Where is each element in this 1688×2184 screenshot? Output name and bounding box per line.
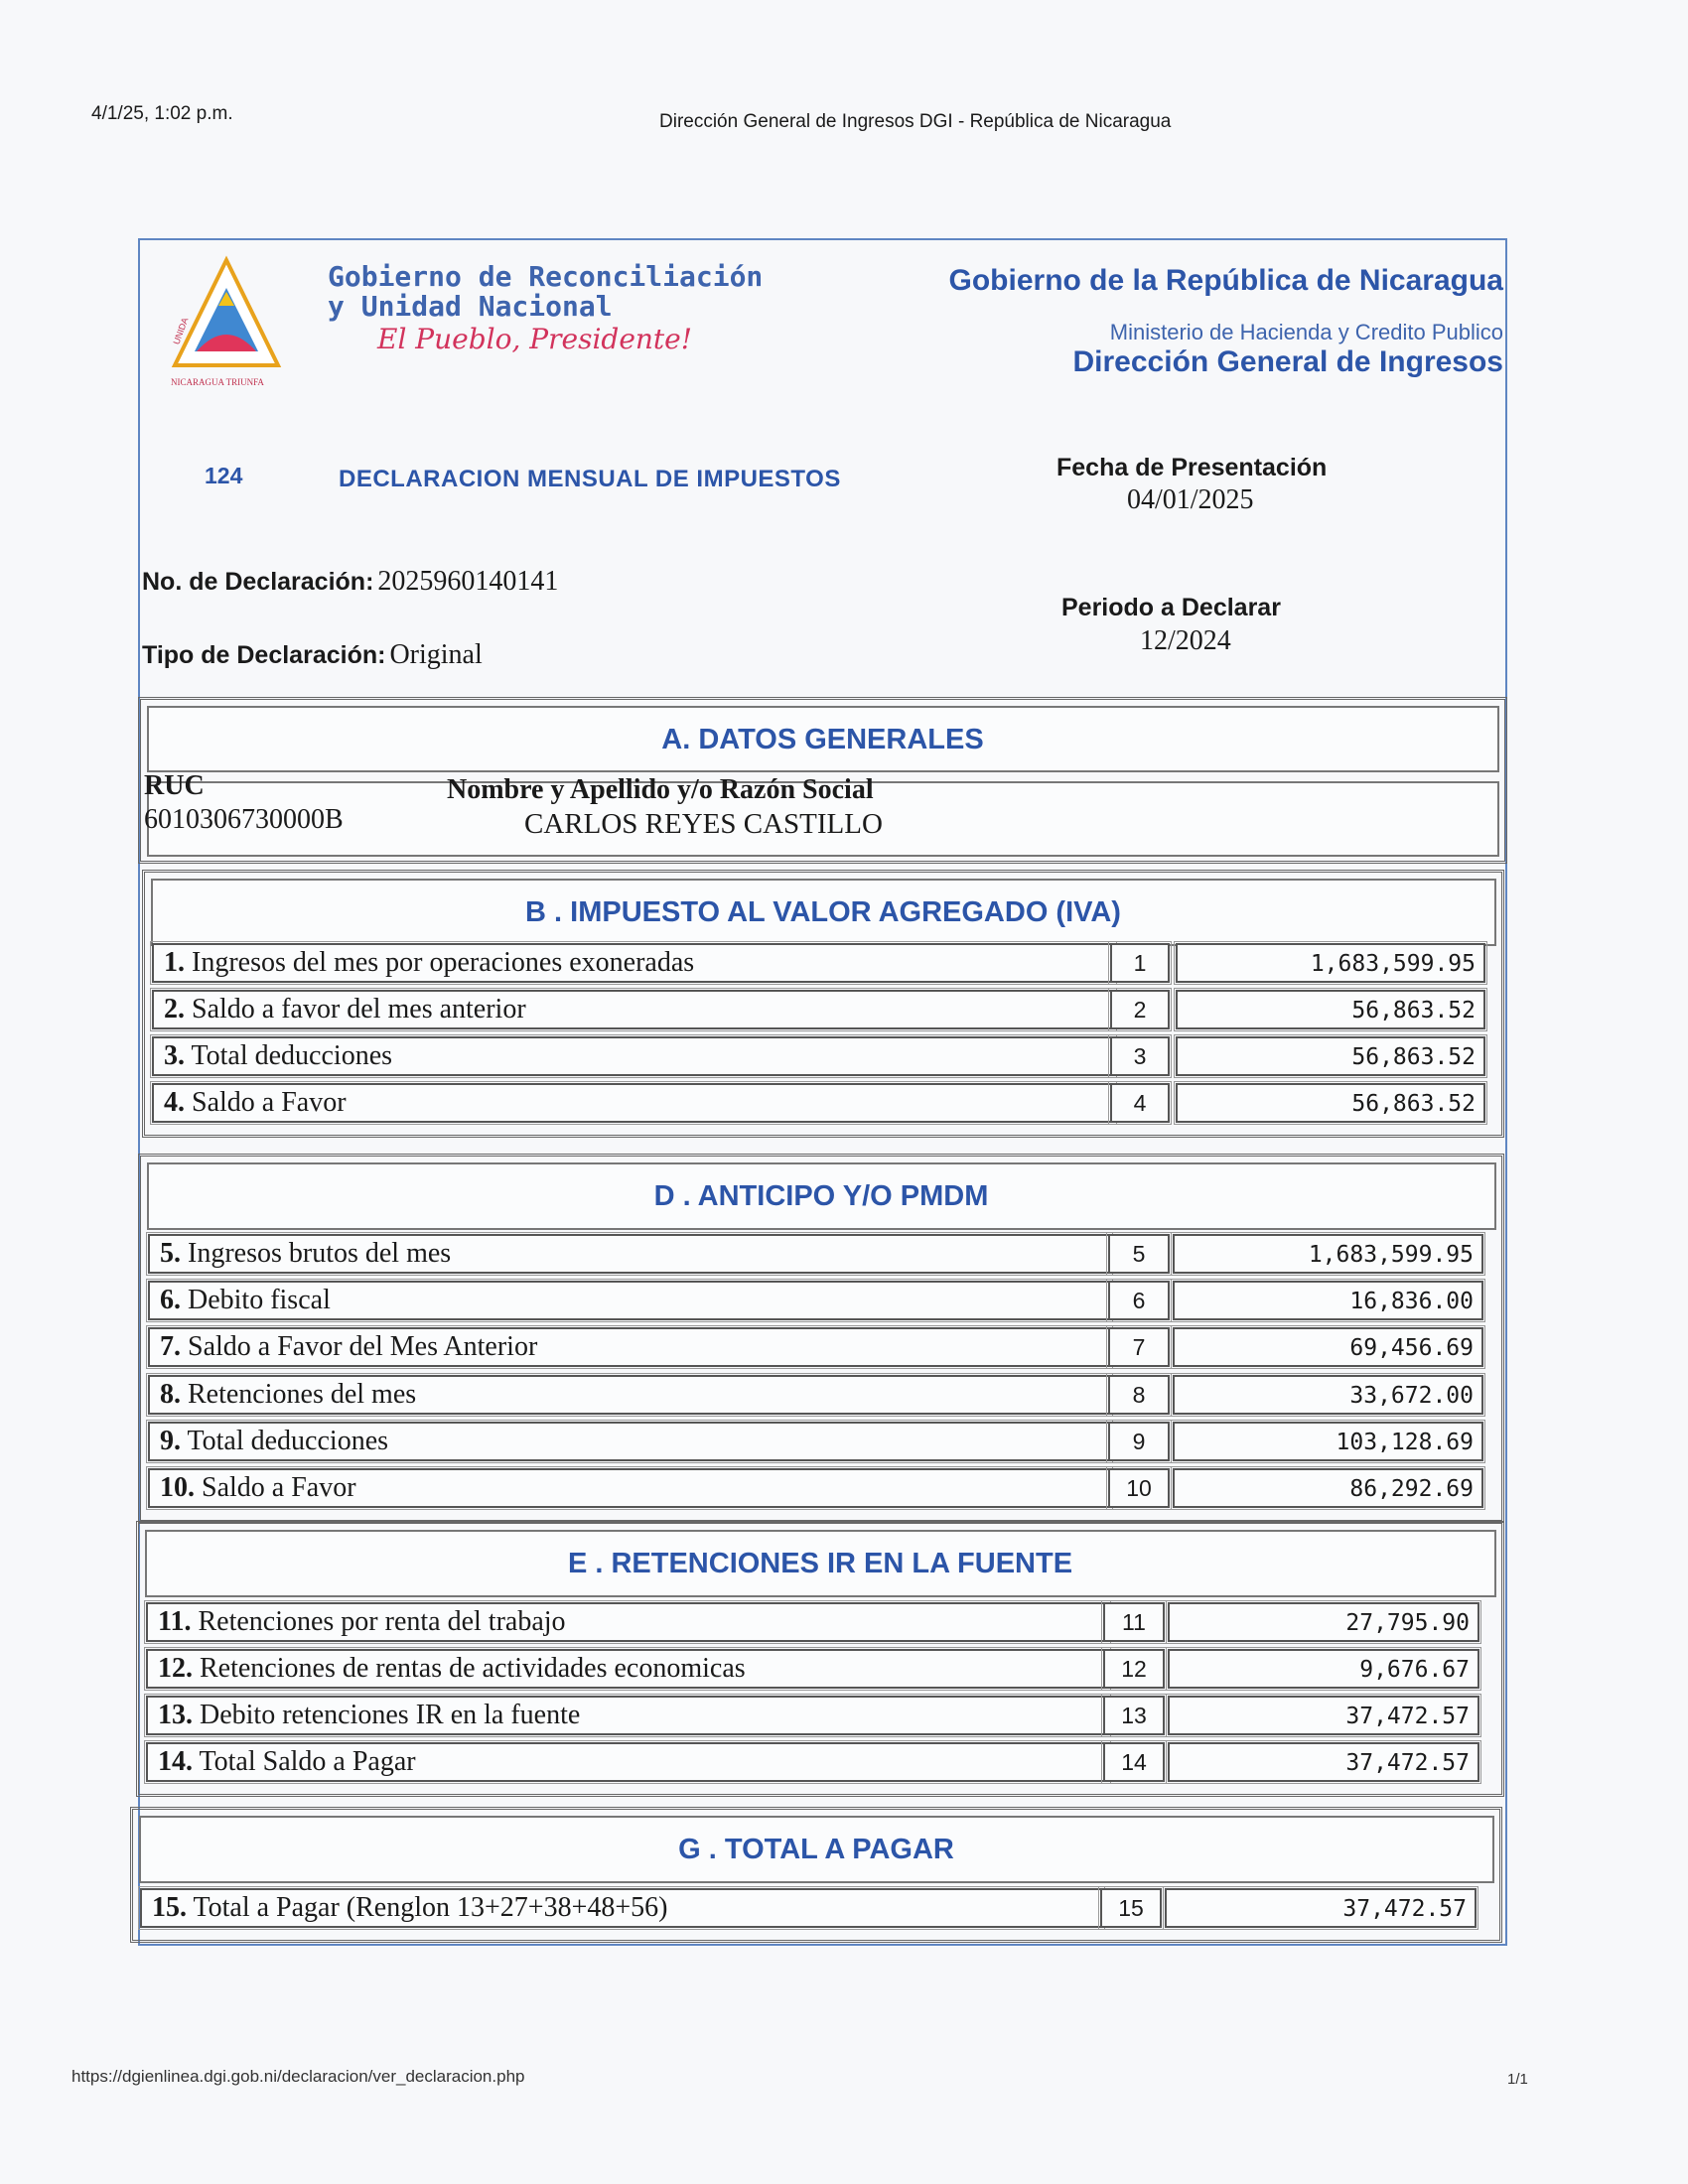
row-value: 37,472.57 (1165, 1888, 1477, 1928)
row-line-number: 13. (158, 1700, 193, 1730)
row-code: 14 (1103, 1742, 1165, 1782)
row-line-number: 5. (160, 1238, 181, 1269)
row-code: 1 (1110, 943, 1170, 983)
row-label-text: Total Saldo a Pagar (193, 1746, 416, 1777)
declaration-type (142, 639, 483, 671)
fecha-label: Fecha de Presentación (1056, 454, 1328, 481)
row-code: 8 (1108, 1375, 1170, 1415)
row-label (148, 1281, 1111, 1320)
row-value: 103,128.69 (1173, 1422, 1483, 1461)
declaration-type-label: Tipo de Declaración: (142, 641, 386, 669)
name-label: Nombre y Apellido y/o Razón Social (447, 774, 874, 805)
section-iva-title: B . IMPUESTO AL VALOR AGREGADO (IVA) (525, 896, 1121, 928)
print-url: https://dgienlinea.dgi.gob.ni/declaracion/ver_declaracion.php (71, 2067, 525, 2086)
ministry-name: Ministerio de Hacienda y Credito Publico (1109, 320, 1503, 344)
row-value: 69,456.69 (1173, 1327, 1483, 1367)
row-line-number: 12. (158, 1653, 193, 1684)
row-code: 7 (1108, 1327, 1170, 1367)
row-label (152, 943, 1115, 983)
row-value: 56,863.52 (1176, 1083, 1485, 1123)
row-line-number: 3. (164, 1040, 185, 1071)
section-a-title: A. DATOS GENERALES (661, 724, 984, 755)
row-label-text: Retenciones del mes (181, 1378, 417, 1410)
row-label (148, 1422, 1111, 1461)
government-logo (167, 248, 286, 392)
row-line-number: 7. (160, 1331, 181, 1363)
row-code: 4 (1110, 1083, 1170, 1123)
dgi-name: Dirección General de Ingresos (1072, 345, 1503, 378)
declaration-type-value: Original (389, 639, 483, 670)
row-label-text: Saldo a Favor del Mes Anterior (181, 1331, 538, 1363)
form-number: 124 (205, 463, 243, 488)
row-line-number: 6. (160, 1285, 181, 1316)
republic-title: Gobierno de la República de Nicaragua (948, 264, 1503, 297)
row-label (146, 1649, 1109, 1689)
row-line-number: 10. (160, 1472, 195, 1503)
row-label-text: Total deducciones (185, 1040, 393, 1071)
section-retenciones-title: E . RETENCIONES IR EN LA FUENTE (567, 1548, 1073, 1579)
row-label-text: Retenciones por renta del trabajo (191, 1606, 566, 1637)
row-label (140, 1888, 1103, 1928)
section-total-title: G . TOTAL A PAGAR (678, 1834, 954, 1865)
row-label-text: Saldo a Favor (195, 1472, 356, 1503)
row-label (148, 1327, 1111, 1367)
row-value: 33,672.00 (1173, 1375, 1483, 1415)
row-label-text: Retenciones de rentas de actividades economicas (193, 1653, 746, 1684)
row-label (152, 1036, 1115, 1076)
row-label-text: Ingresos del mes por operaciones exoneradas (185, 947, 695, 978)
section-anticipo-title: D . ANTICIPO Y/O PMDM (653, 1180, 989, 1212)
row-label-text: Total a Pagar (Renglon 13+27+38+48+56) (187, 1892, 668, 1923)
print-page: 1/1 (1507, 2071, 1528, 2088)
row-label (146, 1742, 1109, 1782)
row-value: 37,472.57 (1168, 1696, 1479, 1735)
print-datetime: 4/1/25, 1:02 p.m. (91, 103, 233, 124)
svg-text:NICARAGUA TRIUNFA: NICARAGUA TRIUNFA (171, 377, 264, 387)
row-code: 10 (1108, 1468, 1170, 1508)
row-value: 9,676.67 (1168, 1649, 1479, 1689)
row-code: 2 (1110, 990, 1170, 1029)
form-title: DECLARACION MENSUAL DE IMPUESTOS (339, 466, 841, 492)
row-value: 1,683,599.95 (1176, 943, 1485, 983)
row-code: 9 (1108, 1422, 1170, 1461)
row-label (146, 1696, 1109, 1735)
row-value: 37,472.57 (1168, 1742, 1479, 1782)
row-label-text: Total deducciones (181, 1425, 389, 1456)
row-label-text: Debito fiscal (181, 1285, 331, 1316)
row-code: 13 (1103, 1696, 1165, 1735)
row-code: 6 (1108, 1281, 1170, 1320)
row-label (148, 1375, 1111, 1415)
declaration-number-value: 2025960140141 (377, 566, 559, 597)
row-value: 56,863.52 (1176, 1036, 1485, 1076)
svg-text:UNIDA: UNIDA (171, 316, 191, 346)
row-label (152, 990, 1115, 1029)
row-value: 16,836.00 (1173, 1281, 1483, 1320)
row-code: 12 (1103, 1649, 1165, 1689)
row-line-number: 9. (160, 1425, 181, 1456)
ruc-value: 6010306730000B (144, 804, 344, 835)
row-value: 27,795.90 (1168, 1602, 1479, 1642)
row-line-number: 4. (164, 1087, 185, 1118)
row-code: 11 (1103, 1602, 1165, 1642)
gov-line1: Gobierno de Reconciliación (328, 260, 764, 293)
row-label (146, 1602, 1109, 1642)
declaration-number-label: No. de Declaración: (142, 568, 374, 596)
row-label-text: Saldo a Favor (185, 1087, 347, 1118)
name-value: CARLOS REYES CASTILLO (524, 808, 883, 840)
row-label (148, 1234, 1111, 1274)
row-code: 15 (1100, 1888, 1162, 1928)
row-line-number: 11. (158, 1606, 192, 1637)
row-line-number: 15. (152, 1892, 187, 1923)
ruc-label: RUC (144, 770, 205, 801)
declaration-number (142, 566, 558, 598)
row-label-text: Saldo a favor del mes anterior (185, 994, 526, 1024)
row-line-number: 2. (164, 994, 185, 1024)
periodo-value: 12/2024 (1140, 625, 1231, 656)
row-label (148, 1468, 1111, 1508)
row-label-text: Debito retenciones IR en la fuente (193, 1700, 581, 1730)
row-code: 5 (1108, 1234, 1170, 1274)
row-label (152, 1083, 1115, 1123)
periodo-label: Periodo a Declarar (1061, 594, 1281, 621)
row-code: 3 (1110, 1036, 1170, 1076)
gov-line2: y Unidad Nacional (328, 290, 613, 323)
row-value: 1,683,599.95 (1173, 1234, 1483, 1274)
row-line-number: 1. (164, 947, 185, 978)
row-label-text: Ingresos brutos del mes (181, 1238, 452, 1269)
row-value: 86,292.69 (1173, 1468, 1483, 1508)
print-title: Dirección General de Ingresos DGI - República de Nicaragua (659, 111, 1172, 132)
slogan: El Pueblo, Presidente! (377, 323, 692, 355)
row-line-number: 14. (158, 1746, 193, 1777)
fecha-value: 04/01/2025 (1127, 484, 1254, 515)
row-line-number: 8. (160, 1378, 181, 1410)
row-value: 56,863.52 (1176, 990, 1485, 1029)
